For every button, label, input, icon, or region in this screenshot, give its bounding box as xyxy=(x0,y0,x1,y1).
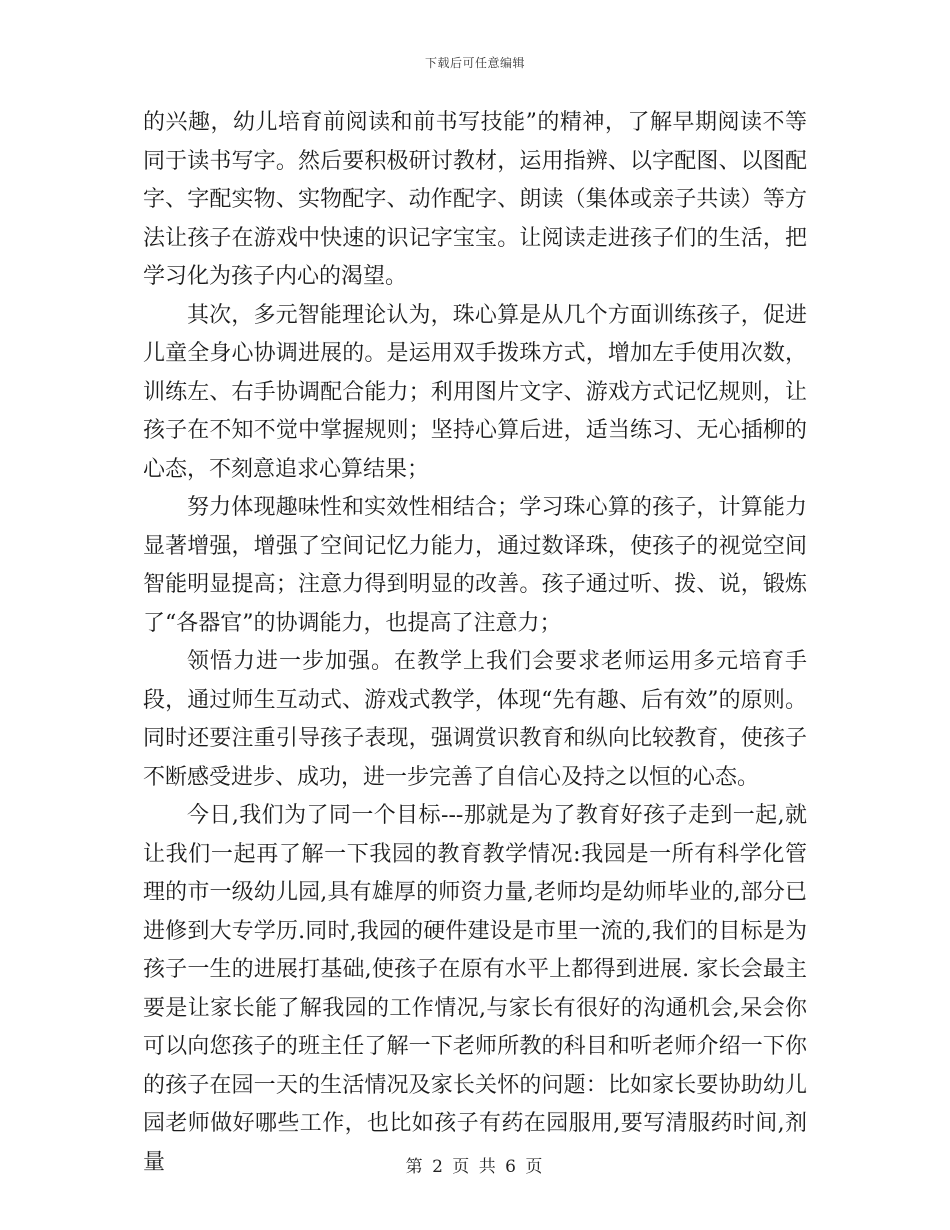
paragraph-comprehension: 领悟力进一步加强。在教学上我们会要求老师运用多元培育手段，通过师生互动式、游戏式教学，体现“先有趣、后有效”的原则。同时还要注重引导孩子表现，强调赏识教育和纵向比较教育，使孩子不断感受进步、成功，进一步完善了自信心及持之以恒的心态。 xyxy=(143,649,807,790)
page-header: 下载后可任意编辑 xyxy=(424,56,525,70)
page-footer: 第 2 页 共 6 页 xyxy=(405,1157,545,1177)
paragraph-continuation: 的兴趣，幼儿培育前阅读和前书写技能”的精神，了解早期阅读不等同于读书写字。然后要积极研讨教材，运用指辨、以字配图、以图配字、字配实物、实物配字、动作配字、朗读（集体或亲子共读）等方法让孩子在游戏中快速的识记字宝宝。让阅读走进孩子们的生活，把学习化为孩子内心的渴望。 xyxy=(143,110,807,289)
paragraph-interest-effect: 努力体现趣味性和实效性相结合；学习珠心算的孩子，计算能力显著增强，增强了空间记忆力能力，通过数译珠，使孩子的视觉空间智能明显提高；注意力得到明显的改善。孩子通过听、拨、说，锻炼了“各器官”的协调能力，也提高了注意力； xyxy=(143,495,807,636)
paragraph-abacus-theory: 其次，多元智能理论认为，珠心算是从几个方面训练孩子，促进儿童全身心协调进展的。是运用双手拨珠方式，增加左手使用次数，训练左、右手协调配合能力；利用图片文字、游戏方式记忆规则，让孩子在不知不觉中掌握规则；坚持心算后进，适当练习、无心插柳的心态，不刻意追求心算结果； xyxy=(143,302,807,482)
body-text xyxy=(143,104,807,1182)
paragraph-kindergarten-intro: 今日,我们为了同一个目标---那就是为了教育好孩子走到一起,就让我们一起再了解一下我园的教育教学情况:我园是一所有科学化管理的市一级幼儿园,具有雄厚的师资力量,老师均是幼师毕业的,部分已进修到大专学历.同时,我园的硬件建设是市里一流的,我们的目标是为孩子一生的进展打基础,使孩子在原有水平上都得到进展. 家长会最主要是让家长能了解我园的工作情况,与家长有很好的沟通机会,呆会你可以向您孩子的班主任了解一下老师所教的科目和听老师介绍一下你的孩子在园一天的生活情况及家长关怀的问题：比如家长要协助幼儿园老师做好哪些工作，也比如孩子有药在园服用,要写清服药时间,剂量 xyxy=(143,803,807,1175)
